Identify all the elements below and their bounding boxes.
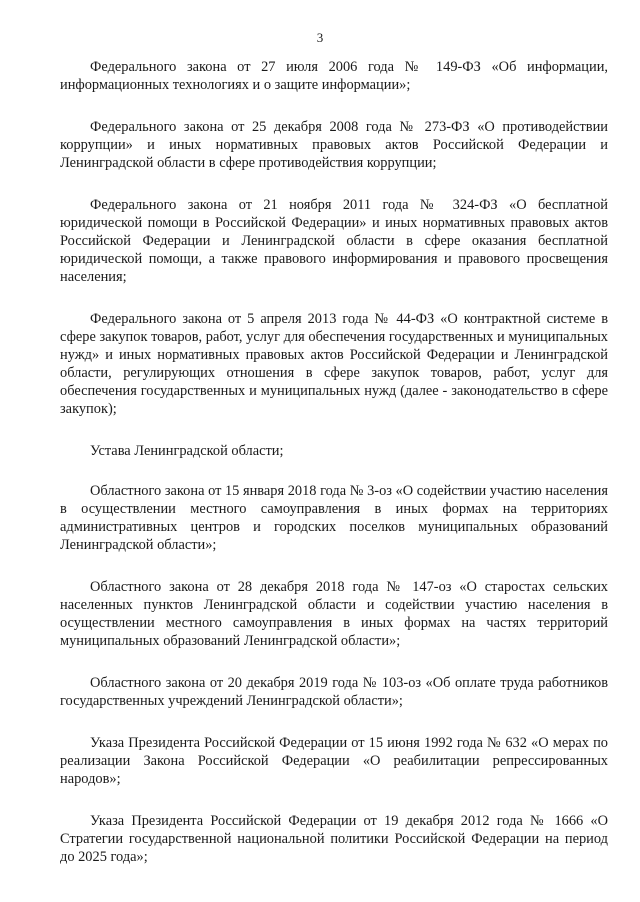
page-number: 3 — [316, 30, 324, 45]
paragraph-law-44: Федерального закона от 5 апреля 2013 года № 44-ФЗ «О контрактной системе в сфере закупок товаров, работ, услуг для обеспечения государственных и муниципальных нужд» и иных нормативных правовых актов Российской Федерации и Ленинградской области, регулирующих отношения в сфере закупок товаров, работ, услуг для обеспечения государственных и муниципальных нужд (далее - законодательство в сфере закупок); — [60, 311, 608, 417]
paragraph-law-324: Федерального закона от 21 ноября 2011 года № 324-ФЗ «О бесплатной юридической помощи в Российской Федерации» и иных нормативных правовых актов Российской Федерации и Ленинградской области в сфере оказания бесплатной юридической помощи, а также правового информирования и правового просвещения населения; — [60, 197, 608, 285]
paragraph-law-149: Федерального закона от 27 июля 2006 года № 149-ФЗ «Об информации, информационных технологиях и о защите информации»; — [60, 59, 608, 93]
paragraph-regional-law-3: Областного закона от 15 января 2018 года № 3-оз «О содействии участию населения в осуществлении местного самоуправления в иных формах на территориях административных центров и городских поселков муниципальных образований Ленинградской области»; — [60, 483, 608, 553]
paragraph-decree-1666: Указа Президента Российской Федерации от 19 декабря 2012 года № 1666 «О Стратегии государственной национальной политики Российской Федерации на период до 2025 года»; — [60, 813, 608, 865]
paragraph-regional-law-147: Областного закона от 28 декабря 2018 года № 147-оз «О старостах сельских населенных пунктов Ленинградской области и содействии участию населения в осуществлении местного самоуправления в иных формах на частях территорий муниципальных образований Ленинградской области»; — [60, 579, 608, 649]
document-body — [60, 58, 608, 890]
paragraph-regional-law-103: Областного закона от 20 декабря 2019 года № 103-оз «Об оплате труда работников государственных учреждений Ленинградской области»; — [60, 675, 608, 709]
paragraph-charter: Устава Ленинградской области; — [90, 443, 284, 459]
paragraph-decree-632: Указа Президента Российской Федерации от 15 июня 1992 года № 632 «О мерах по реализации Закона Российской Федерации «О реабилитации репрессированных народов»; — [60, 735, 608, 787]
paragraph-law-273: Федерального закона от 25 декабря 2008 года № 273-ФЗ «О противодействии коррупции» и иных нормативных правовых актов Российской Федерации и Ленинградской области в сфере противодействия коррупции; — [60, 119, 608, 171]
